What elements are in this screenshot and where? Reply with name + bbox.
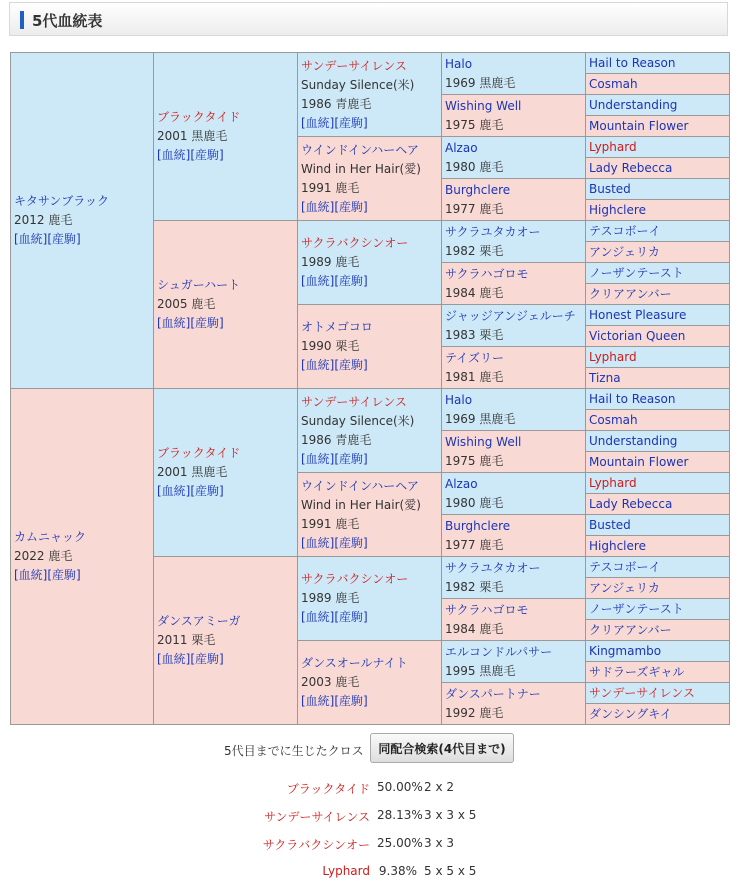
pedigree-table [10,52,730,725]
cross-row [0,864,738,884]
horse-name-link[interactable]: アンジェリカ [589,244,660,259]
gen3-cell [298,305,442,389]
gen5-cell [586,473,730,494]
horse-name-link[interactable]: サンデーサイレンス [589,685,695,700]
horse-info: 2022 鹿毛 [14,549,73,563]
horse-name-link[interactable]: サクラユタカオー [445,224,541,239]
horse-name-link[interactable]: ダンスオールナイト [301,656,408,670]
pedigree-link[interactable]: [血統] [14,232,48,246]
progeny-link[interactable]: [産駒] [334,451,368,466]
gen5-cell [586,515,730,536]
pedigree-link[interactable]: [血統] [157,484,191,498]
gen3-cell [298,221,442,305]
cross-pattern: 3 x 3 x 5 [424,808,477,822]
gen3-cell [298,389,442,473]
horse-info: 1989 鹿毛 [301,255,360,269]
cross-horse-link[interactable]: Lyphard [322,864,370,878]
horse-name-link[interactable]: Cosmah [589,412,638,427]
cross-horse-link[interactable]: サクラバクシンオー [262,838,370,852]
horse-english-name: Sunday Silence(米) [301,413,415,428]
gen3-cell [298,137,442,221]
gen5-cell [586,410,730,431]
horse-name-link[interactable]: Cosmah [589,76,638,91]
gen2-cell [154,389,298,557]
horse-name-link[interactable]: Hail to Reason [589,391,676,406]
gen4-cell [442,683,586,725]
gen4-cell [442,347,586,389]
horse-name-link[interactable]: ウインドインハーヘア [301,478,419,493]
gen5-cell [586,347,730,368]
cross-row [0,780,738,800]
progeny-link[interactable]: [産駒] [47,568,81,582]
gen4-cell [442,515,586,557]
horse-info: 1975 鹿毛 [445,453,504,468]
pedigree-row [11,389,730,410]
horse-name-link[interactable]: エルコンドルパサー [445,644,553,659]
horse-name-link[interactable]: サクラユタカオー [445,560,541,575]
gen4-cell [442,431,586,473]
pedigree-link[interactable]: [血統] [301,358,335,372]
horse-name-link[interactable]: Highclere [589,538,646,553]
horse-info: 1977 鹿毛 [445,537,504,552]
gen4-cell [442,263,586,305]
cross-row [0,808,738,828]
horse-name-link[interactable]: サクラハゴロモ [445,266,529,281]
gen4-cell [442,53,586,95]
horse-name-link[interactable]: テスコボーイ [589,223,661,238]
horse-name-link[interactable]: ダンスアミーガ [157,614,241,628]
horse-name-link[interactable]: Wishing Well [445,98,522,113]
horse-name-link[interactable]: ブラックタイド [157,110,241,124]
gen4-cell [442,473,586,515]
horse-info: 1991 鹿毛 [301,516,360,531]
horse-name-link[interactable]: クリアアンバー [589,286,672,301]
progeny-link[interactable]: [産駒] [334,358,368,372]
sire-cell [11,53,154,389]
horse-info: 2005 鹿毛 [157,297,216,311]
horse-name-link[interactable]: ノーザンテースト [589,601,684,616]
gen5-cell [586,599,730,620]
horse-name-link[interactable]: Understanding [589,97,678,112]
gen5-cell [586,53,730,74]
horse-info: 1982 栗毛 [445,579,504,594]
horse-name-link[interactable]: Kingmambo [589,643,662,658]
pedigree-row [11,53,730,74]
gen5-cell [586,683,730,704]
gen5-cell [586,326,730,347]
horse-info: 1984 鹿毛 [445,621,504,636]
horse-name-link[interactable]: Burghclere [445,518,511,533]
horse-name-link[interactable]: Lyphard [589,475,637,490]
gen4-cell [442,599,586,641]
horse-name-link[interactable]: オトメゴコロ [301,320,373,334]
horse-name-link[interactable]: Mountain Flower [589,118,689,133]
horse-info: 1975 鹿毛 [445,117,504,132]
progeny-link[interactable]: [産駒] [47,232,81,246]
progeny-link[interactable]: [産駒] [334,199,368,214]
gen5-cell [586,242,730,263]
gen5-cell [586,137,730,158]
horse-info: 1986 青鹿毛 [301,96,372,111]
progeny-link[interactable]: [産駒] [334,610,368,624]
gen5-cell [586,452,730,473]
pedigree-link[interactable]: [血統] [301,115,335,130]
pedigree-link[interactable]: [血統] [301,535,335,550]
gen5-cell [586,578,730,599]
horse-name-link[interactable]: Alzao [445,140,478,155]
horse-info: 1980 鹿毛 [445,495,504,510]
horse-name-link[interactable]: ダンシングキイ [589,706,672,721]
cross-row [0,836,738,856]
gen2-cell [154,53,298,221]
gen2-cell [154,557,298,725]
gen5-cell [586,116,730,137]
gen5-cell [586,536,730,557]
horse-name-link[interactable]: テイズリー [445,350,505,365]
cross-pattern: 2 x 2 [424,780,454,794]
cross-percentage: 9.38% [378,864,417,878]
horse-name-link[interactable]: Victorian Queen [589,328,686,343]
progeny-link[interactable]: [産駒] [334,274,368,288]
gen5-cell [586,179,730,200]
progeny-link[interactable]: [産駒] [334,115,368,130]
horse-name-link[interactable]: Burghclere [445,182,511,197]
horse-name-link[interactable]: カムニャック [14,530,87,544]
gen5-cell [586,200,730,221]
page-title: 5代血統表 [32,12,103,30]
gen3-cell [298,557,442,641]
horse-info: 2003 鹿毛 [301,675,360,689]
horse-name-link[interactable]: Halo [445,56,473,71]
horse-info: 1982 栗毛 [445,243,504,258]
gen5-cell [586,74,730,95]
horse-name-link[interactable]: Wishing Well [445,434,522,449]
gen3-cell [298,53,442,137]
pedigree-link[interactable]: [血統] [301,610,335,624]
horse-info: 2001 黒鹿毛 [157,465,228,479]
cross-pattern: 5 x 5 x 5 [424,864,477,878]
gen4-cell [442,305,586,347]
horse-info: 1995 黒鹿毛 [445,663,516,678]
pedigree-link[interactable]: [血統] [157,148,191,162]
horse-info: 1990 栗毛 [301,339,360,353]
horse-english-name: Sunday Silence(米) [301,77,415,92]
dam-cell [11,389,154,725]
pedigree-link[interactable]: [血統] [301,199,335,214]
horse-info: 1992 鹿毛 [445,705,504,720]
gen5-cell [586,704,730,725]
progeny-link[interactable]: [産駒] [190,316,224,330]
horse-name-link[interactable]: サクラハゴロモ [445,602,529,617]
gen4-cell [442,389,586,431]
horse-name-link[interactable]: Honest Pleasure [589,307,687,322]
horse-name-link[interactable]: ブラックタイド [157,446,241,460]
progeny-link[interactable]: [産駒] [190,148,224,162]
gen5-cell [586,221,730,242]
gen5-cell [586,368,730,389]
cross-percentage: 50.00% [377,780,423,794]
horse-name-link[interactable]: Lady Rebecca [589,160,673,175]
gen5-cell [586,158,730,179]
pedigree-link[interactable]: [血統] [157,316,191,330]
horse-info: 1980 鹿毛 [445,159,504,174]
horse-english-name: Wind in Her Hair(愛) [301,497,421,512]
horse-name-link[interactable]: テスコボーイ [589,559,661,574]
horse-name-link[interactable]: ノーザンテースト [589,265,684,280]
gen4-cell [442,95,586,137]
horse-name-link[interactable]: クリアアンバー [589,622,672,637]
cross-label: 5代目までに生じたクロス [224,744,364,758]
gen3-cell [298,641,442,725]
horse-name-link[interactable]: Tizna [589,370,621,385]
horse-info: 1984 鹿毛 [445,285,504,300]
horse-info: 2012 鹿毛 [14,213,73,227]
horse-name-link[interactable]: Lady Rebecca [589,496,673,511]
gen5-cell [586,494,730,515]
gen5-cell [586,95,730,116]
horse-info: 1981 鹿毛 [445,369,504,384]
same-mating-search-button[interactable]: 同配合検索(4代目まで) [370,733,514,763]
cross-horse-link[interactable]: サンデーサイレンス [264,810,370,824]
horse-name-link[interactable]: ウインドインハーヘア [301,142,419,157]
cross-percentage: 25.00% [377,836,423,850]
gen5-cell [586,431,730,452]
horse-info: 2011 栗毛 [157,633,216,647]
horse-info: 1969 黒鹿毛 [445,411,516,426]
horse-name-link[interactable]: キタサンブラック [14,194,110,208]
horse-name-link[interactable]: Lyphard [589,349,637,364]
gen4-cell [442,641,586,683]
horse-name-link[interactable]: ジャッジアンジェルーチ [445,308,576,323]
horse-name-link[interactable]: Busted [589,181,631,196]
pedigree-link[interactable]: [血統] [301,451,335,466]
horse-name-link[interactable]: サクラバクシンオー [301,236,409,250]
gen4-cell [442,179,586,221]
section-header [9,2,728,36]
pedigree-link[interactable]: [血統] [157,652,191,666]
horse-info: 1969 黒鹿毛 [445,75,516,90]
horse-name-link[interactable]: ダンスパートナー [445,686,541,701]
gen5-cell [586,557,730,578]
progeny-link[interactable]: [産駒] [190,484,224,498]
pedigree-link[interactable]: [血統] [301,274,335,288]
horse-name-link[interactable]: シュガーハート [157,278,241,292]
progeny-link[interactable]: [産駒] [334,694,368,708]
horse-name-link[interactable]: Mountain Flower [589,454,689,469]
horse-name-link[interactable]: Busted [589,517,631,532]
horse-name-link[interactable]: Alzao [445,476,478,491]
gen4-cell [442,137,586,179]
horse-info: 1989 鹿毛 [301,591,360,605]
gen4-cell [442,557,586,599]
gen5-cell [586,305,730,326]
horse-english-name: Wind in Her Hair(愛) [301,161,421,176]
horse-name-link[interactable]: Hail to Reason [589,55,676,70]
horse-name-link[interactable]: サンデーサイレンス [301,58,407,73]
progeny-link[interactable]: [産駒] [190,652,224,666]
horse-name-link[interactable]: Highclere [589,202,646,217]
horse-info: 1991 鹿毛 [301,180,360,195]
horse-info: 2001 黒鹿毛 [157,129,228,143]
horse-name-link[interactable]: サドラーズギャル [589,664,685,679]
gen5-cell [586,662,730,683]
horse-info: 1983 栗毛 [445,327,504,342]
progeny-link[interactable]: [産駒] [334,535,368,550]
header-accent-bar [20,11,24,29]
gen5-cell [586,620,730,641]
gen5-cell [586,284,730,305]
horse-info: 1986 青鹿毛 [301,432,372,447]
gen4-cell [442,221,586,263]
cross-horse-link[interactable]: ブラックタイド [286,782,370,796]
horse-name-link[interactable]: サクラバクシンオー [301,572,409,586]
gen2-cell [154,221,298,389]
cross-percentage: 28.13% [377,808,423,822]
pedigree-link[interactable]: [血統] [14,568,48,582]
horse-name-link[interactable]: Understanding [589,433,678,448]
horse-name-link[interactable]: サンデーサイレンス [301,394,407,409]
horse-name-link[interactable]: Halo [445,392,473,407]
horse-name-link[interactable]: Lyphard [589,139,637,154]
gen3-cell [298,473,442,557]
gen5-cell [586,263,730,284]
gen5-cell [586,641,730,662]
gen5-cell [586,389,730,410]
horse-info: 1977 鹿毛 [445,201,504,216]
horse-name-link[interactable]: アンジェリカ [589,580,660,595]
pedigree-link[interactable]: [血統] [301,694,335,708]
cross-pattern: 3 x 3 [424,836,454,850]
